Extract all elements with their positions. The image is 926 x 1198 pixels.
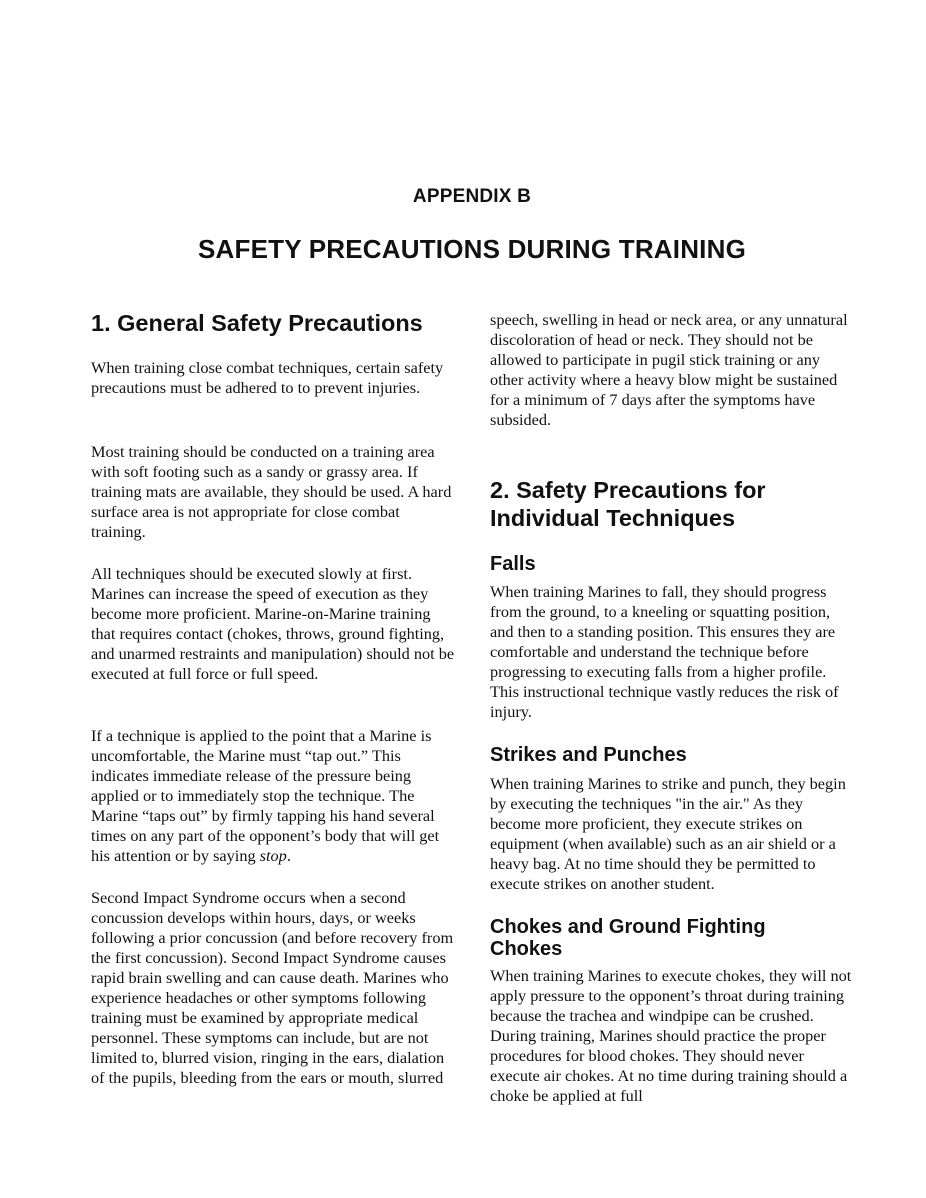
paragraph <box>91 564 455 684</box>
falls-paragraph <box>490 582 854 722</box>
paragraph-text: When training close combat techniques, certain safety precautions must be adhered to to prevent injuries. <box>91 358 444 397</box>
falls-heading-text: Falls <box>490 553 536 575</box>
falls-heading <box>490 553 854 575</box>
chokes-heading-line-1: Chokes and Ground Fighting <box>490 916 766 938</box>
chokes-paragraph <box>490 966 854 1106</box>
paragraph <box>91 888 455 1088</box>
paragraph-text: When training Marines to execute chokes, they will not apply pressure to the opponent’s throat during training because the trachea and windpipe can be crushed. During training, Marines should practice the proper procedures for blood chokes. They should never execute air chokes. At no time during training should a choke be applied at full <box>490 966 852 1105</box>
section-1-heading-text: 1. General Safety Precautions <box>91 310 423 336</box>
paragraph <box>91 442 455 542</box>
paragraph-text: When training Marines to strike and punch, they begin by executing the techniques "in the air." As they become more proficient, they execute strikes on equipment (when available) such as an air shield or a heavy bag. At no time should they be permitted to execute strikes on another student. <box>490 774 846 893</box>
paragraph-text: Second Impact Syndrome occurs when a second concussion develops within hours, days, or weeks following a prior concussion (and before recovery from the first concussion). Second Impact Syndrome causes rapid brain swelling and can cause death. Marines who experience headaches or other symptoms following training must be examined by appropriate medical personnel. These symptoms can include, but are not limited to, blurred vision, ringing in the ears, dialation of the pupils, bleeding from the ears or mouth, slurred <box>91 888 454 1087</box>
paragraph <box>91 358 455 398</box>
appendix-label: APPENDIX B <box>412 186 532 207</box>
chokes-heading <box>490 916 854 960</box>
tap-out-text-end: . <box>286 846 291 865</box>
stop-emphasis: stop <box>259 846 287 865</box>
strikes-heading-text: Strikes and Punches <box>490 744 687 766</box>
paragraph-continued <box>490 310 854 430</box>
section-2-heading-line-2: Individual Techniques <box>490 505 736 531</box>
chokes-heading-line-2: Chokes <box>490 938 563 960</box>
section-2-heading-line-1: 2. Safety Precautions for <box>490 477 766 503</box>
paragraph-text: Most training should be conducted on a training area with soft footing such as a sandy or grassy area. If training mats are available, they should be used. A hard surface area is not appropriate for close combat training. <box>91 442 452 541</box>
paragraph <box>91 726 455 866</box>
paragraph-text <box>91 726 455 866</box>
strikes-paragraph <box>490 774 854 894</box>
section-2-heading <box>490 476 854 532</box>
paragraph-text: When training Marines to fall, they should progress from the ground, to a kneeling or squatting position, and then to a standing position. This ensures they are comfortable and understand the technique before progressing to executing falls from a higher profile. This instructional technique vastly reduces the risk of injury. <box>490 582 839 721</box>
strikes-heading <box>490 744 854 766</box>
section-1-heading <box>91 309 455 337</box>
tap-out-text: If a technique is applied to the point that a Marine is uncomfortable, the Marine must “tap out.” This indicates immediate release of the pressure being applied or to immediately stop the technique. The Marine “taps out” by firmly tapping his hand several times on any part of the opponent’s body that will get his attention or by saying <box>91 726 440 865</box>
page-title: SAFETY PRECAUTIONS DURING TRAINING <box>197 234 746 264</box>
paragraph-text: speech, swelling in head or neck area, or any unnatural discoloration of head or neck. They should not be allowed to participate in pugil stick training or any other activity where a heavy blow might be sustained for a minimum of 7 days after the symptoms have subsided. <box>490 310 848 429</box>
paragraph-text: All techniques should be executed slowly at first. Marines can increase the speed of execution as they become more proficient. Marine-on-Marine training that requires contact (chokes, throws, ground fighting, and unarmed restraints and manipulation) should not be executed at full force or full speed. <box>91 564 455 683</box>
